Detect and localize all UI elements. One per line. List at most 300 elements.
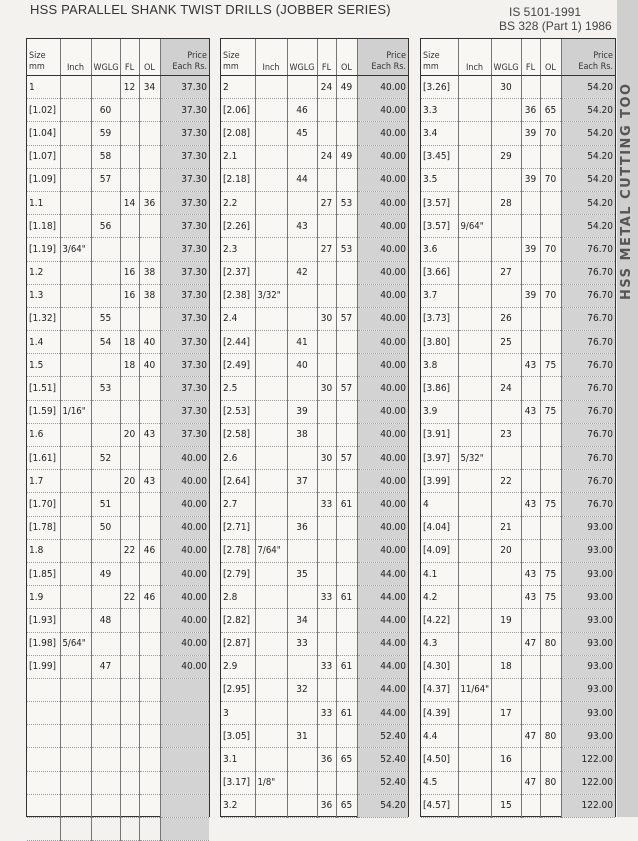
wglg-cell: 53 — [91, 377, 120, 400]
price-cell: 54.20 — [561, 215, 615, 238]
table-row — [27, 493, 209, 516]
price-cell — [160, 794, 209, 817]
wglg-header-text: WGLG — [93, 63, 119, 73]
size-cell: [3.66] — [421, 261, 458, 284]
fl-cell — [120, 145, 139, 168]
price-header-text: Each Rs. — [371, 62, 406, 72]
ol-cell: 53 — [336, 191, 357, 214]
size-cell: 1.4 — [27, 331, 60, 354]
price-cell: 76.70 — [561, 447, 615, 470]
ol-cell — [139, 493, 160, 516]
inch-cell — [60, 331, 91, 354]
standard-is: IS 5101-1991 — [509, 5, 582, 19]
table-row — [421, 794, 615, 817]
inch-cell — [458, 470, 491, 493]
ol-header-text: OL — [341, 63, 352, 73]
ol-cell: 40 — [139, 354, 160, 377]
wglg-cell — [91, 423, 120, 446]
wglg-cell — [491, 400, 521, 423]
fl-cell — [521, 145, 540, 168]
inch-cell — [255, 307, 287, 330]
wglg-cell: 52 — [91, 447, 120, 470]
price-cell: 40.00 — [357, 261, 408, 284]
ol-cell — [336, 284, 357, 307]
size-cell: 1.9 — [27, 586, 60, 609]
size-cell: [2.06] — [221, 99, 255, 122]
size-cell: 4.4 — [421, 725, 458, 748]
price-cell: 40.00 — [357, 400, 408, 423]
table-row — [221, 562, 408, 585]
ol-cell — [336, 168, 357, 191]
price-header-text: Price — [187, 51, 207, 61]
size-cell: 1.1 — [27, 191, 60, 214]
size-cell: [2.79] — [221, 562, 255, 585]
fl-cell — [120, 562, 139, 585]
wglg-cell: 26 — [491, 307, 521, 330]
inch-cell — [60, 99, 91, 122]
inch-cell — [458, 423, 491, 446]
fl-cell: 27 — [317, 238, 336, 261]
fl-cell — [317, 261, 336, 284]
fl-cell: 18 — [120, 354, 139, 377]
price-cell: 40.00 — [357, 307, 408, 330]
size-cell: [1.09] — [27, 168, 60, 191]
wglg-cell: 24 — [491, 377, 521, 400]
ol-cell: 75 — [540, 400, 561, 423]
size-cell — [27, 702, 60, 725]
inch-cell — [458, 493, 491, 516]
price-cell: 93.00 — [561, 539, 615, 562]
ol-cell: 46 — [139, 539, 160, 562]
price-cell: 40.00 — [160, 562, 209, 585]
fl-cell — [521, 191, 540, 214]
table-row — [421, 99, 615, 122]
table-row — [27, 238, 209, 261]
table-row — [221, 307, 408, 330]
table-row — [221, 702, 408, 725]
wglg-cell: 50 — [91, 516, 120, 539]
ol-cell: 75 — [540, 586, 561, 609]
price-cell: 40.00 — [160, 539, 209, 562]
ol-cell: 75 — [540, 493, 561, 516]
ol-cell — [540, 261, 561, 284]
inch-cell — [255, 99, 287, 122]
size-cell: [1.07] — [27, 145, 60, 168]
size-cell: 2.9 — [221, 655, 255, 678]
table-row — [221, 748, 408, 771]
ol-cell: 70 — [540, 168, 561, 191]
fl-cell — [521, 794, 540, 817]
price-cell: 40.00 — [160, 447, 209, 470]
size-cell: 1.8 — [27, 539, 60, 562]
size-cell: [3.57] — [421, 191, 458, 214]
ol-cell — [139, 725, 160, 748]
price-cell: 52.40 — [357, 725, 408, 748]
size-cell: [1.18] — [27, 215, 60, 238]
wglg-cell — [91, 284, 120, 307]
wglg-cell: 30 — [491, 76, 521, 99]
price-cell: 40.00 — [357, 76, 408, 99]
drill-table-2 — [220, 38, 409, 817]
size-cell: [3.80] — [421, 331, 458, 354]
wglg-cell — [491, 562, 521, 585]
wglg-cell — [91, 632, 120, 655]
ol-cell: 34 — [139, 76, 160, 99]
price-cell: 40.00 — [357, 122, 408, 145]
table-row — [421, 562, 615, 585]
table-row — [421, 632, 615, 655]
fl-cell: 39 — [521, 122, 540, 145]
ol-cell: 70 — [540, 238, 561, 261]
table-row — [27, 470, 209, 493]
table-row — [421, 655, 615, 678]
table-row — [421, 493, 615, 516]
table-row — [27, 145, 209, 168]
size-cell: 3.3 — [421, 99, 458, 122]
size-cell: [2.08] — [221, 122, 255, 145]
fl-header — [317, 39, 336, 76]
inch-cell — [60, 145, 91, 168]
price-cell: 40.00 — [160, 516, 209, 539]
fl-header — [521, 39, 540, 76]
ol-cell — [139, 238, 160, 261]
inch-cell — [458, 99, 491, 122]
ol-cell — [139, 307, 160, 330]
fl-cell — [317, 725, 336, 748]
wglg-cell — [287, 702, 317, 725]
size-cell — [27, 678, 60, 701]
wglg-cell: 34 — [287, 609, 317, 632]
fl-cell — [317, 331, 336, 354]
table-row — [27, 122, 209, 145]
price-cell: 76.70 — [561, 470, 615, 493]
ol-cell — [336, 678, 357, 701]
table-row — [421, 423, 615, 446]
wglg-cell: 56 — [91, 215, 120, 238]
fl-cell — [317, 632, 336, 655]
size-cell: [2.37] — [221, 261, 255, 284]
size-cell: 2 — [221, 76, 255, 99]
size-cell: 3.4 — [421, 122, 458, 145]
inch-cell — [255, 400, 287, 423]
wglg-cell: 36 — [287, 516, 317, 539]
wglg-cell — [91, 539, 120, 562]
size-cell: [1.04] — [27, 122, 60, 145]
inch-cell — [255, 748, 287, 771]
fl-cell: 39 — [521, 238, 540, 261]
inch-cell — [60, 215, 91, 238]
table-row — [27, 331, 209, 354]
price-cell: 93.00 — [561, 702, 615, 725]
inch-cell: 5/64" — [60, 632, 91, 655]
table-row — [27, 447, 209, 470]
inch-cell — [60, 307, 91, 330]
wglg-cell — [491, 122, 521, 145]
inch-cell — [458, 725, 491, 748]
ol-cell — [540, 516, 561, 539]
inch-cell — [255, 447, 287, 470]
table-row — [221, 284, 408, 307]
table-row — [421, 702, 615, 725]
table-row — [27, 586, 209, 609]
inch-cell — [255, 238, 287, 261]
size-cell: 3.7 — [421, 284, 458, 307]
fl-cell — [521, 377, 540, 400]
size-cell: [2.49] — [221, 354, 255, 377]
inch-header-text: Inch — [262, 63, 280, 73]
ol-cell — [336, 354, 357, 377]
inch-cell — [458, 586, 491, 609]
fl-cell: 16 — [120, 261, 139, 284]
size-cell: 2.5 — [221, 377, 255, 400]
inch-cell — [458, 307, 491, 330]
size-header — [221, 39, 255, 76]
wglg-cell: 49 — [91, 562, 120, 585]
header-row — [27, 39, 209, 76]
ol-cell: 38 — [139, 284, 160, 307]
ol-cell — [139, 122, 160, 145]
size-cell: 3.9 — [421, 400, 458, 423]
inch-header — [255, 39, 287, 76]
size-cell: [1.32] — [27, 307, 60, 330]
ol-cell — [540, 609, 561, 632]
inch-cell: 1/8" — [255, 771, 287, 794]
price-cell: 40.00 — [357, 331, 408, 354]
table-row — [421, 215, 615, 238]
fl-cell — [521, 261, 540, 284]
ol-cell: 65 — [336, 794, 357, 817]
size-cell: [2.71] — [221, 516, 255, 539]
table-row — [421, 261, 615, 284]
price-cell: 54.20 — [561, 145, 615, 168]
wglg-cell: 58 — [91, 145, 120, 168]
price-cell: 93.00 — [561, 516, 615, 539]
fl-cell — [317, 354, 336, 377]
inch-cell — [458, 284, 491, 307]
ol-cell: 61 — [336, 586, 357, 609]
inch-cell — [458, 168, 491, 191]
table-row — [421, 609, 615, 632]
price-cell — [160, 725, 209, 748]
inch-cell — [60, 609, 91, 632]
inch-cell — [458, 516, 491, 539]
wglg-cell: 32 — [287, 678, 317, 701]
inch-cell — [255, 562, 287, 585]
price-cell: 93.00 — [561, 609, 615, 632]
size-cell: 4.2 — [421, 586, 458, 609]
ol-cell — [336, 215, 357, 238]
inch-cell — [255, 632, 287, 655]
price-cell: 44.00 — [357, 678, 408, 701]
fl-cell — [120, 725, 139, 748]
price-cell: 37.30 — [160, 331, 209, 354]
wglg-cell — [91, 76, 120, 99]
table-row — [221, 261, 408, 284]
wglg-cell: 48 — [91, 609, 120, 632]
ol-cell — [540, 702, 561, 725]
table-row — [221, 215, 408, 238]
inch-cell — [60, 539, 91, 562]
ol-cell — [336, 331, 357, 354]
price-cell: 76.70 — [561, 423, 615, 446]
size-cell: 3.6 — [421, 238, 458, 261]
price-cell: 76.70 — [561, 238, 615, 261]
inch-cell — [60, 678, 91, 701]
ol-cell — [139, 771, 160, 794]
price-cell: 122.00 — [561, 748, 615, 771]
table-row — [421, 400, 615, 423]
size-cell: 1.2 — [27, 261, 60, 284]
wglg-cell — [491, 632, 521, 655]
wglg-header — [287, 39, 317, 76]
size-cell — [27, 748, 60, 771]
ol-cell: 43 — [139, 470, 160, 493]
price-cell — [160, 748, 209, 771]
ol-cell: 40 — [139, 331, 160, 354]
wglg-cell — [491, 586, 521, 609]
wglg-cell: 55 — [91, 307, 120, 330]
price-cell: 40.00 — [357, 168, 408, 191]
wglg-cell — [91, 261, 120, 284]
ol-header — [336, 39, 357, 76]
fl-cell — [317, 122, 336, 145]
table-row — [221, 539, 408, 562]
price-cell: 40.00 — [160, 609, 209, 632]
table-row — [27, 702, 209, 725]
price-cell: 44.00 — [357, 562, 408, 585]
wglg-cell — [491, 493, 521, 516]
size-cell: [1.85] — [27, 562, 60, 585]
ol-cell — [336, 562, 357, 585]
inch-cell — [458, 76, 491, 99]
ol-cell — [540, 145, 561, 168]
wglg-cell — [287, 191, 317, 214]
size-cell: 2.2 — [221, 191, 255, 214]
price-cell: 37.30 — [160, 215, 209, 238]
table-row — [421, 76, 615, 99]
price-cell: 40.00 — [357, 99, 408, 122]
price-cell: 40.00 — [357, 354, 408, 377]
inch-cell — [255, 586, 287, 609]
price-cell: 52.40 — [357, 771, 408, 794]
ol-header-text: OL — [545, 63, 556, 73]
table-row — [421, 748, 615, 771]
size-cell: [3.91] — [421, 423, 458, 446]
size-cell: [2.26] — [221, 215, 255, 238]
inch-cell — [255, 423, 287, 446]
fl-cell: 36 — [521, 99, 540, 122]
price-cell: 76.70 — [561, 284, 615, 307]
fl-cell — [521, 215, 540, 238]
inch-cell — [60, 493, 91, 516]
size-cell: 1 — [27, 76, 60, 99]
size-cell: [1.51] — [27, 377, 60, 400]
fl-cell: 47 — [521, 771, 540, 794]
price-cell: 40.00 — [357, 516, 408, 539]
fl-cell — [521, 702, 540, 725]
table-row — [421, 168, 615, 191]
wglg-cell — [91, 400, 120, 423]
inch-cell — [255, 493, 287, 516]
wglg-cell — [91, 818, 120, 841]
price-cell: 44.00 — [357, 586, 408, 609]
price-cell: 37.30 — [160, 261, 209, 284]
table-row — [27, 725, 209, 748]
wglg-cell: 17 — [491, 702, 521, 725]
size-cell: [2.82] — [221, 609, 255, 632]
size-cell — [27, 794, 60, 817]
size-cell: 1.7 — [27, 470, 60, 493]
price-header — [160, 39, 209, 76]
wglg-cell: 23 — [491, 423, 521, 446]
table-row — [221, 191, 408, 214]
inch-cell — [255, 261, 287, 284]
price-cell — [160, 771, 209, 794]
size-cell: [2.95] — [221, 678, 255, 701]
table-row — [27, 191, 209, 214]
price-cell: 37.30 — [160, 284, 209, 307]
wglg-cell — [91, 702, 120, 725]
price-table — [221, 39, 408, 818]
fl-cell: 30 — [317, 377, 336, 400]
ol-cell — [139, 655, 160, 678]
inch-cell — [255, 794, 287, 817]
wglg-cell — [91, 191, 120, 214]
ol-cell: 57 — [336, 447, 357, 470]
size-cell: 2.6 — [221, 447, 255, 470]
price-cell: 93.00 — [561, 632, 615, 655]
table-row — [421, 516, 615, 539]
ol-cell: 49 — [336, 145, 357, 168]
size-cell: 4.5 — [421, 771, 458, 794]
ol-cell: 65 — [336, 748, 357, 771]
table-row — [221, 725, 408, 748]
price-cell: 40.00 — [357, 539, 408, 562]
inch-cell — [458, 609, 491, 632]
table-row — [27, 678, 209, 701]
ol-cell — [540, 331, 561, 354]
wglg-cell — [91, 771, 120, 794]
ol-cell: 61 — [336, 702, 357, 725]
wglg-cell — [491, 354, 521, 377]
wglg-cell — [91, 748, 120, 771]
table-row — [221, 122, 408, 145]
fl-cell — [521, 447, 540, 470]
fl-cell — [120, 168, 139, 191]
fl-cell — [521, 331, 540, 354]
ol-cell — [139, 168, 160, 191]
size-cell: [3.17] — [221, 771, 255, 794]
inch-cell — [60, 725, 91, 748]
price-header-text: Price — [386, 51, 406, 61]
fl-cell — [120, 748, 139, 771]
fl-cell — [120, 238, 139, 261]
ol-cell — [336, 400, 357, 423]
wglg-cell: 15 — [491, 794, 521, 817]
table-row — [27, 748, 209, 771]
table-row — [421, 725, 615, 748]
price-cell: 40.00 — [160, 586, 209, 609]
wglg-cell: 42 — [287, 261, 317, 284]
size-cell: [3.73] — [421, 307, 458, 330]
wglg-cell: 27 — [491, 261, 521, 284]
table-row — [27, 354, 209, 377]
price-cell: 54.20 — [357, 794, 408, 817]
table-row — [27, 539, 209, 562]
size-header-text: mm — [223, 62, 239, 72]
table-row — [221, 377, 408, 400]
price-cell: 76.70 — [561, 493, 615, 516]
